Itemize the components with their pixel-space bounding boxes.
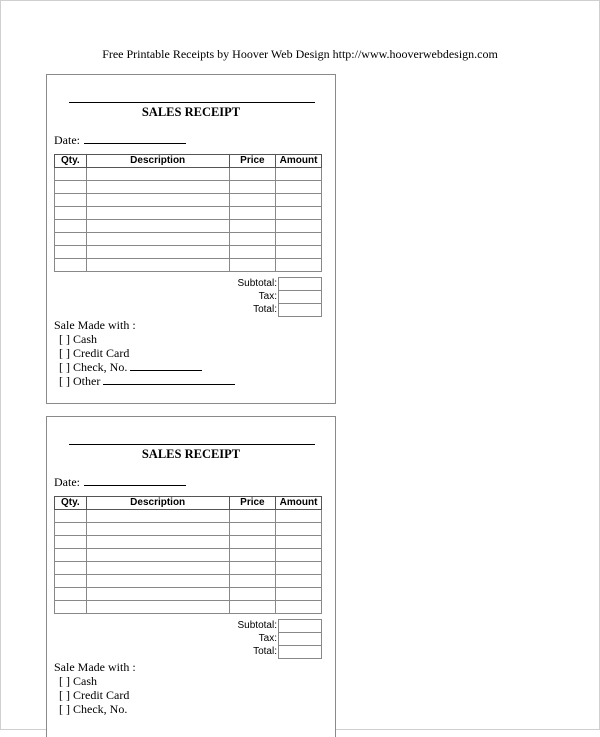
table-row	[55, 233, 322, 246]
amount-cell[interactable]	[276, 562, 322, 575]
price-cell[interactable]	[229, 220, 276, 233]
price-cell[interactable]	[229, 233, 276, 246]
description-header: Description	[86, 497, 229, 510]
title-rule	[69, 102, 315, 103]
amount-cell[interactable]	[276, 220, 322, 233]
description-cell[interactable]	[86, 181, 229, 194]
date-field[interactable]	[84, 475, 186, 486]
qty-cell[interactable]	[55, 181, 87, 194]
total-field[interactable]	[279, 646, 322, 659]
description-cell[interactable]	[86, 194, 229, 207]
qty-cell[interactable]	[55, 588, 87, 601]
table-row	[55, 562, 322, 575]
amount-header: Amount	[276, 155, 322, 168]
tax-field[interactable]	[279, 291, 322, 304]
payment-option[interactable]	[59, 332, 235, 346]
subtotal-label: Subtotal:	[237, 620, 277, 631]
price-cell[interactable]	[229, 601, 276, 614]
payment-option-label: [ ] Cash	[59, 674, 97, 688]
tax-row	[177, 633, 322, 646]
amount-cell[interactable]	[276, 168, 322, 181]
payment-options	[54, 332, 235, 388]
qty-cell[interactable]	[55, 194, 87, 207]
qty-cell[interactable]	[55, 536, 87, 549]
page-header: Free Printable Receipts by Hoover Web Design http://www.hooverwebdesign.com	[102, 47, 498, 61]
totals-table	[177, 277, 322, 317]
total-row	[177, 646, 322, 659]
table-row	[55, 536, 322, 549]
table-row	[55, 523, 322, 536]
price-cell[interactable]	[229, 181, 276, 194]
price-cell[interactable]	[229, 259, 276, 272]
price-cell[interactable]	[229, 194, 276, 207]
sale-made-label: Sale Made with :	[54, 660, 136, 674]
items-table	[54, 154, 322, 272]
qty-cell[interactable]	[55, 168, 87, 181]
payment-option-label: [ ] Other	[59, 374, 101, 388]
payment-option-label: [ ] Cash	[59, 332, 97, 346]
description-cell[interactable]	[86, 207, 229, 220]
receipt-title: SALES RECEIPT	[141, 105, 241, 119]
payment-option[interactable]	[59, 374, 235, 388]
qty-cell[interactable]	[55, 246, 87, 259]
price-cell[interactable]	[229, 510, 276, 523]
price-header: Price	[229, 155, 276, 168]
total-row	[177, 304, 322, 317]
total-label: Total:	[253, 304, 277, 315]
totals-table	[177, 619, 322, 659]
table-row	[55, 510, 322, 523]
sales-receipt-1	[46, 74, 336, 404]
amount-cell[interactable]	[276, 523, 322, 536]
table-row	[55, 601, 322, 614]
table-row	[55, 575, 322, 588]
qty-cell[interactable]	[55, 549, 87, 562]
date-row	[54, 133, 186, 148]
amount-cell[interactable]	[276, 536, 322, 549]
table-row	[55, 168, 322, 181]
description-header: Description	[86, 155, 229, 168]
qty-header: Qty.	[55, 155, 87, 168]
subtotal-field[interactable]	[279, 278, 322, 291]
table-row	[55, 194, 322, 207]
date-label: Date:	[54, 133, 80, 147]
tax-field[interactable]	[279, 633, 322, 646]
description-cell[interactable]	[86, 246, 229, 259]
total-label: Total:	[253, 646, 277, 657]
total-field[interactable]	[279, 304, 322, 317]
payment-option-label: [ ] Credit Card	[59, 688, 130, 702]
description-cell[interactable]	[86, 220, 229, 233]
qty-cell[interactable]	[55, 523, 87, 536]
price-cell[interactable]	[229, 207, 276, 220]
price-header: Price	[229, 497, 276, 510]
description-cell[interactable]	[86, 168, 229, 181]
qty-header: Qty.	[55, 497, 87, 510]
description-cell[interactable]	[86, 523, 229, 536]
qty-cell[interactable]	[55, 259, 87, 272]
qty-cell[interactable]	[55, 601, 87, 614]
payment-option-label: [ ] Check, No.	[59, 702, 128, 716]
payment-option[interactable]	[59, 702, 136, 716]
amount-header: Amount	[276, 497, 322, 510]
table-row	[55, 549, 322, 562]
table-row	[55, 588, 322, 601]
table-row	[55, 246, 322, 259]
amount-cell[interactable]	[276, 575, 322, 588]
qty-cell[interactable]	[55, 510, 87, 523]
subtotal-row	[177, 620, 322, 633]
description-cell[interactable]	[86, 549, 229, 562]
price-cell[interactable]	[229, 168, 276, 181]
description-cell[interactable]	[86, 588, 229, 601]
payment-option[interactable]	[59, 688, 136, 702]
tax-label: Tax:	[258, 291, 277, 302]
payment-blank-field[interactable]	[103, 374, 235, 385]
payment-option-label: [ ] Check, No.	[59, 360, 128, 374]
description-cell[interactable]	[86, 510, 229, 523]
description-cell[interactable]	[86, 562, 229, 575]
table-row	[55, 181, 322, 194]
date-label: Date:	[54, 475, 80, 489]
sales-receipt-2	[46, 416, 336, 737]
qty-cell[interactable]	[55, 575, 87, 588]
amount-cell[interactable]	[276, 194, 322, 207]
table-row	[55, 220, 322, 233]
amount-cell[interactable]	[276, 181, 322, 194]
payment-section	[54, 318, 235, 388]
price-cell[interactable]	[229, 536, 276, 549]
tax-label: Tax:	[258, 633, 277, 644]
description-cell[interactable]	[86, 536, 229, 549]
payment-options	[54, 674, 136, 716]
subtotal-field[interactable]	[279, 620, 322, 633]
description-cell[interactable]	[86, 259, 229, 272]
date-field[interactable]	[84, 133, 186, 144]
payment-option[interactable]	[59, 346, 235, 360]
qty-cell[interactable]	[55, 220, 87, 233]
payment-option-label: [ ] Credit Card	[59, 346, 130, 360]
items-header-row	[55, 155, 322, 168]
title-rule	[69, 444, 315, 445]
qty-cell[interactable]	[55, 233, 87, 246]
receipt-title: SALES RECEIPT	[141, 447, 241, 461]
table-row	[55, 259, 322, 272]
subtotal-row	[177, 278, 322, 291]
table-row	[55, 207, 322, 220]
amount-cell[interactable]	[276, 601, 322, 614]
items-header-row	[55, 497, 322, 510]
payment-option[interactable]	[59, 360, 235, 374]
payment-blank-field[interactable]	[130, 360, 202, 371]
qty-cell[interactable]	[55, 562, 87, 575]
price-cell[interactable]	[229, 588, 276, 601]
amount-cell[interactable]	[276, 207, 322, 220]
items-table	[54, 496, 322, 614]
tax-row	[177, 291, 322, 304]
description-cell[interactable]	[86, 601, 229, 614]
payment-option[interactable]	[59, 674, 136, 688]
sale-made-label: Sale Made with :	[54, 318, 136, 332]
description-cell[interactable]	[86, 575, 229, 588]
price-cell[interactable]	[229, 246, 276, 259]
price-cell[interactable]	[229, 523, 276, 536]
payment-section	[54, 660, 136, 716]
price-cell[interactable]	[229, 575, 276, 588]
price-cell[interactable]	[229, 549, 276, 562]
amount-cell[interactable]	[276, 259, 322, 272]
amount-cell[interactable]	[276, 233, 322, 246]
description-cell[interactable]	[86, 233, 229, 246]
price-cell[interactable]	[229, 562, 276, 575]
date-row	[54, 475, 186, 490]
amount-cell[interactable]	[276, 549, 322, 562]
amount-cell[interactable]	[276, 510, 322, 523]
amount-cell[interactable]	[276, 588, 322, 601]
qty-cell[interactable]	[55, 207, 87, 220]
amount-cell[interactable]	[276, 246, 322, 259]
subtotal-label: Subtotal:	[237, 278, 277, 289]
